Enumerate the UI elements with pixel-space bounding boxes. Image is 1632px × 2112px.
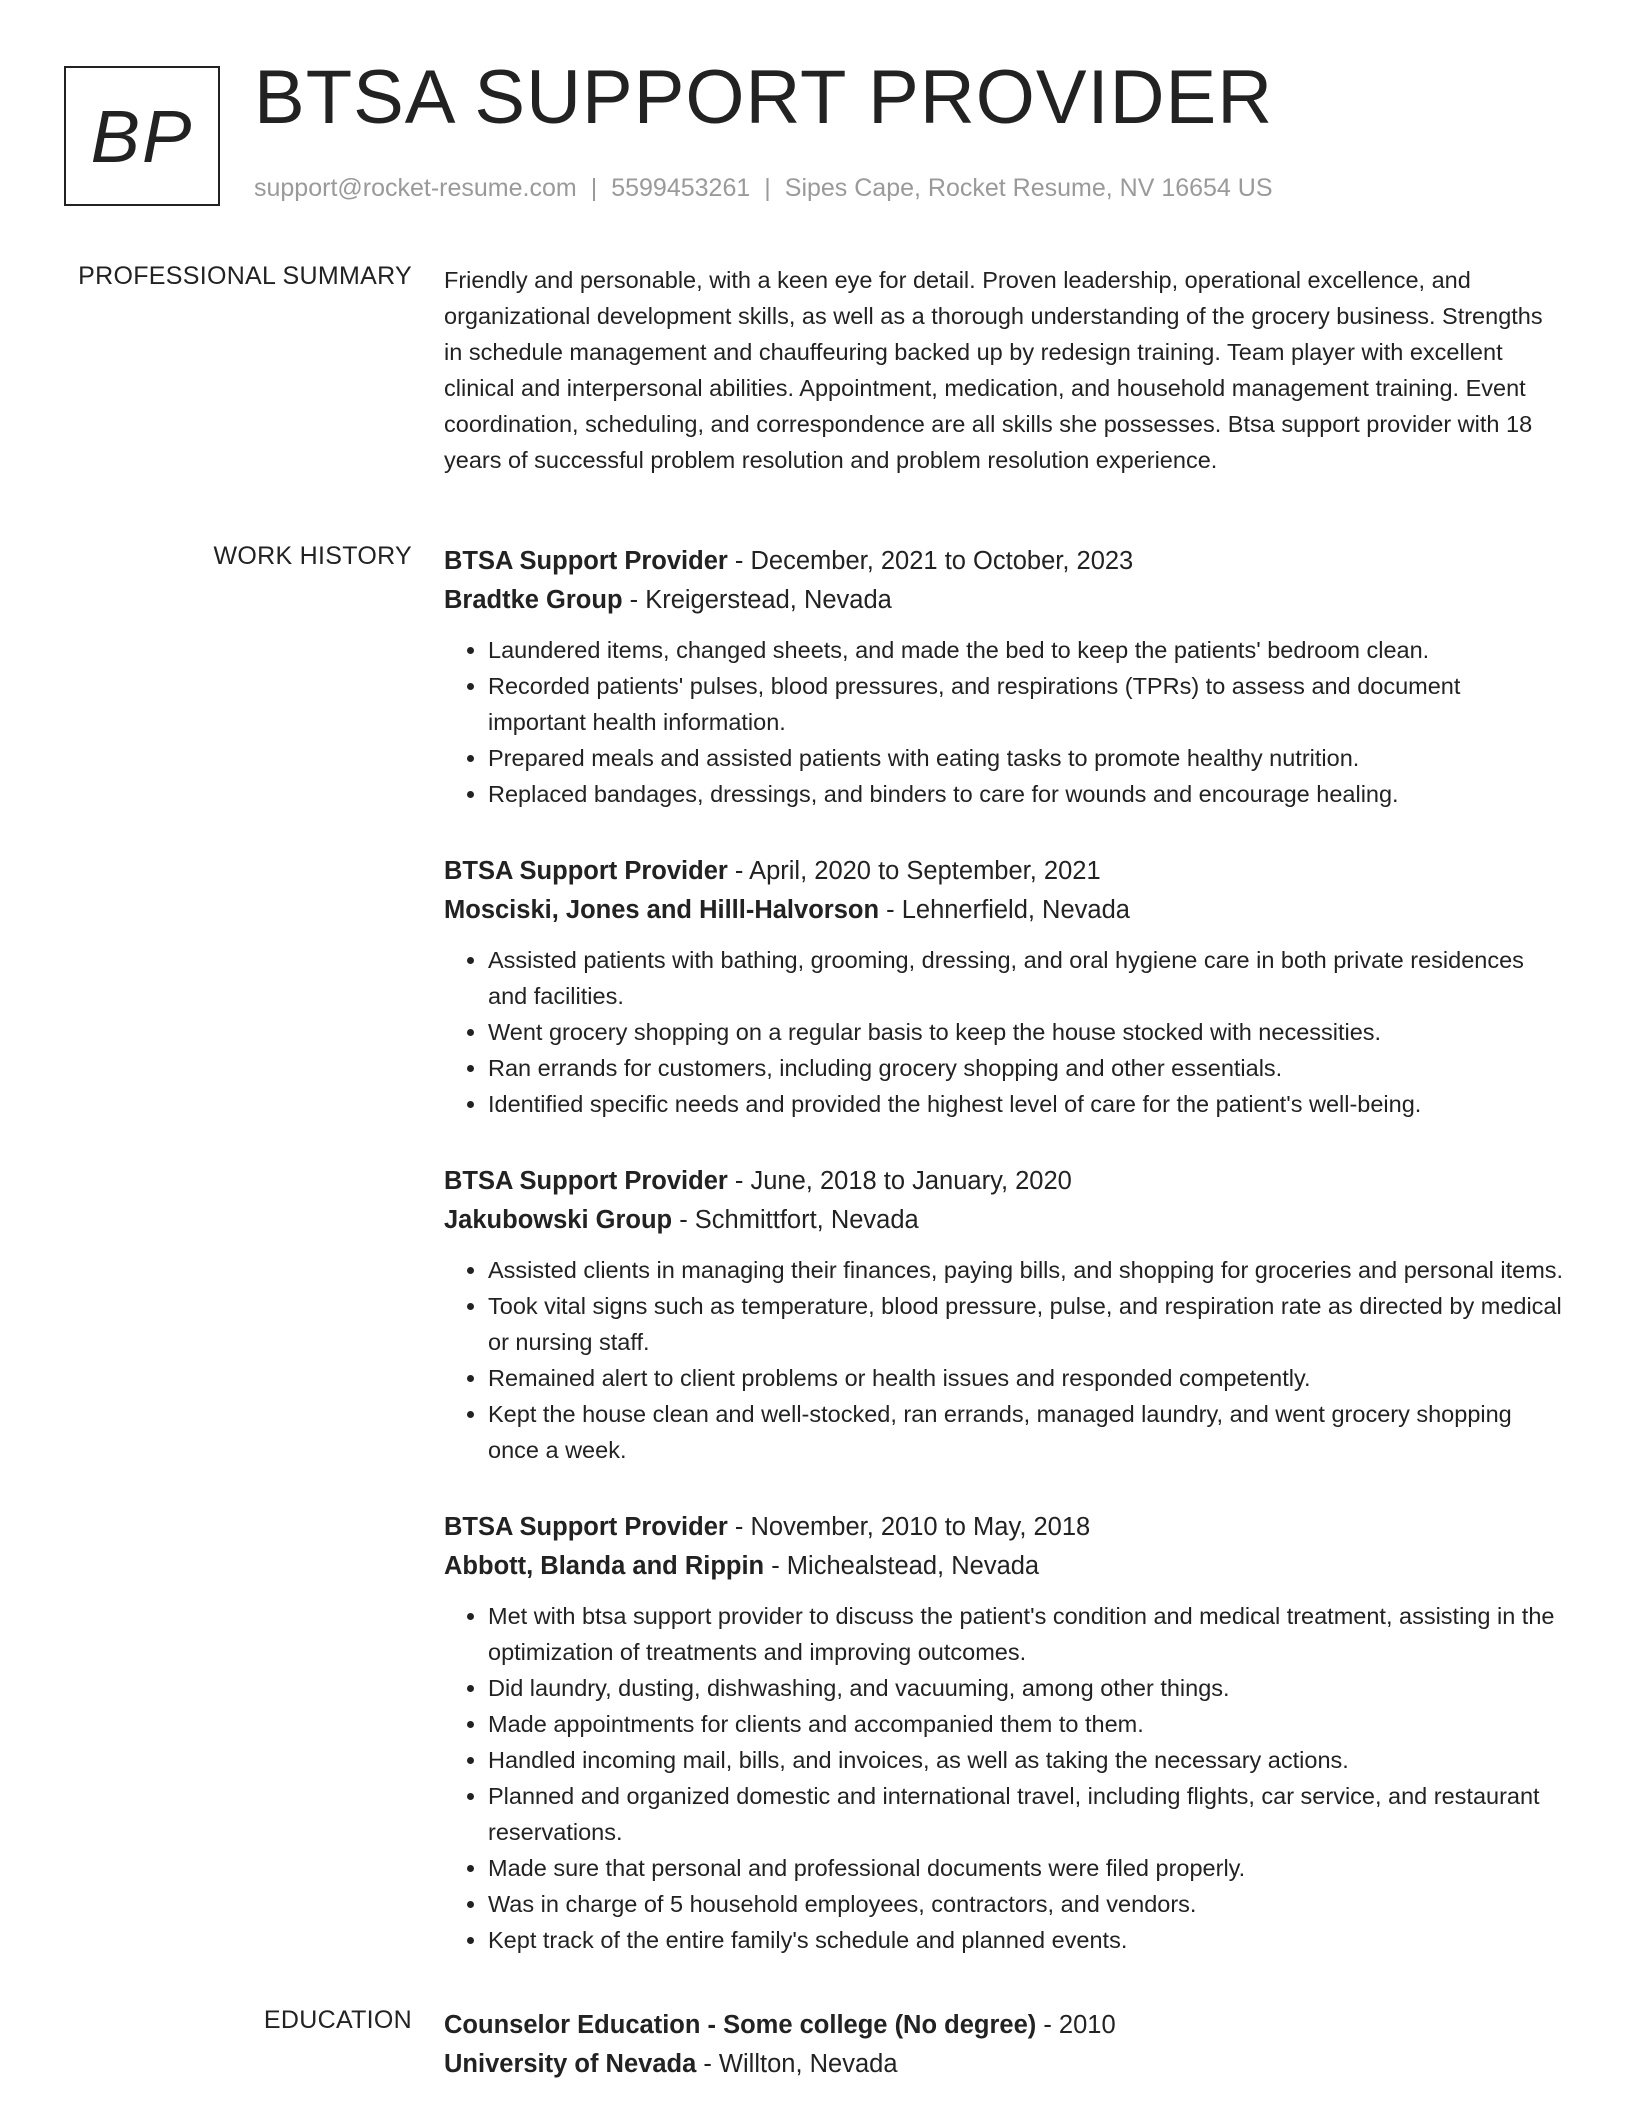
job-entry xyxy=(444,542,1564,812)
job-company-line xyxy=(444,581,1564,620)
job-bullet: • Took vital signs such as temperature, blood pressure, pulse, and respiration rate as directed by medical or nursing staff. xyxy=(488,1288,1564,1360)
job-bullet: • Was in charge of 5 household employees, contractors, and vendors. xyxy=(488,1886,1564,1922)
job-dates: - June, 2018 to January, 2020 xyxy=(727,1167,1072,1195)
monogram-box xyxy=(64,66,220,206)
job-bullet: • Handled incoming mail, bills, and invoices, as well as taking the necessary actions. xyxy=(488,1742,1564,1778)
education-year: - 2010 xyxy=(1036,2011,1116,2039)
job-title-line xyxy=(444,1508,1564,1547)
job-title: BTSA Support Provider xyxy=(444,1513,728,1541)
job-bullet: • Replaced bandages, dressings, and binders to care for wounds and encourage healing. xyxy=(488,776,1564,812)
job-bullet: • Assisted clients in managing their finances, paying bills, and shopping for groceries and personal items. xyxy=(488,1252,1564,1288)
education-degree: Counselor Education - Some college (No degree) xyxy=(444,2011,1037,2039)
job-bullet: • Met with btsa support provider to discuss the patient's condition and medical treatment, assisting in the optimization of treatments and improving outcomes. xyxy=(488,1598,1564,1670)
job-location: - Kreigerstead, Nevada xyxy=(622,586,892,614)
job-bullets xyxy=(444,632,1564,812)
job-company: Mosciski, Jones and Hilll-Halvorson xyxy=(444,896,880,924)
job-bullets xyxy=(444,942,1564,1122)
job-company-line xyxy=(444,1201,1564,1240)
job-bullet: • Prepared meals and assisted patients with eating tasks to promote healthy nutrition. xyxy=(488,740,1564,776)
job-entry xyxy=(444,852,1564,1122)
job-dates: - April, 2020 to September, 2021 xyxy=(727,857,1101,885)
contact-address: Sipes Cape, Rocket Resume, NV 16654 US xyxy=(784,174,1273,202)
job-dates: - November, 2010 to May, 2018 xyxy=(727,1513,1091,1541)
job-title-line xyxy=(444,542,1564,581)
job-bullet: • Recorded patients' pulses, blood pressures, and respirations (TPRs) to assess and document important health information. xyxy=(488,668,1564,740)
job-bullet: • Ran errands for customers, including grocery shopping and other essentials. xyxy=(488,1050,1564,1086)
section-label-education: EDUCATION xyxy=(263,2006,412,2034)
job-dates: - December, 2021 to October, 2023 xyxy=(727,547,1134,575)
job-title: BTSA Support Provider xyxy=(444,1167,728,1195)
candidate-name: BTSA SUPPORT PROVIDER xyxy=(254,55,1274,140)
contact-email: support@rocket-resume.com xyxy=(254,174,577,202)
job-title-line xyxy=(444,1162,1564,1201)
job-bullet: • Did laundry, dusting, dishwashing, and vacuuming, among other things. xyxy=(488,1670,1564,1706)
job-entry xyxy=(444,1508,1564,1958)
section-label-work-history: WORK HISTORY xyxy=(213,542,412,570)
job-title-line xyxy=(444,852,1564,891)
job-location: - Lehnerfield, Nevada xyxy=(879,896,1130,924)
contact-separator: | xyxy=(764,174,771,202)
job-title: BTSA Support Provider xyxy=(444,547,728,575)
job-bullet: • Assisted patients with bathing, grooming, dressing, and oral hygiene care in both private residences and facilities. xyxy=(488,942,1564,1014)
contact-phone: 5599453261 xyxy=(611,174,751,202)
job-company: Jakubowski Group xyxy=(444,1206,673,1234)
job-bullet: • Kept track of the entire family's schedule and planned events. xyxy=(488,1922,1564,1958)
job-company: Abbott, Blanda and Rippin xyxy=(444,1552,765,1580)
education-location: - Willton, Nevada xyxy=(696,2050,898,2078)
job-bullet: • Kept the house clean and well-stocked, ran errands, managed laundry, and went grocery shopping once a week. xyxy=(488,1396,1564,1468)
job-bullet: • Made sure that personal and professional documents were filed properly. xyxy=(488,1850,1564,1886)
job-bullet: • Went grocery shopping on a regular basis to keep the house stocked with necessities. xyxy=(488,1014,1564,1050)
job-company: Bradtke Group xyxy=(444,586,623,614)
job-bullet: • Identified specific needs and provided the highest level of care for the patient's well-being. xyxy=(488,1086,1564,1122)
education-school: University of Nevada xyxy=(444,2050,697,2078)
job-company-line xyxy=(444,891,1564,930)
education-school-line xyxy=(444,2045,1564,2084)
contact-line xyxy=(254,174,1273,203)
monogram-initials: BP xyxy=(90,94,194,178)
job-location: - Schmittfort, Nevada xyxy=(672,1206,919,1234)
job-title: BTSA Support Provider xyxy=(444,857,728,885)
job-bullet: • Made appointments for clients and accompanied them to them. xyxy=(488,1706,1564,1742)
contact-separator: | xyxy=(590,174,598,202)
job-bullet: • Remained alert to client problems or health issues and responded competently. xyxy=(488,1360,1564,1396)
job-bullets xyxy=(444,1598,1564,1958)
section-label-summary: PROFESSIONAL SUMMARY xyxy=(78,262,412,290)
job-bullet: • Laundered items, changed sheets, and made the bed to keep the patients' bedroom clean. xyxy=(488,632,1564,668)
summary-text: Friendly and personable, with a keen eye for detail. Proven leadership, operational excellence, and organizational development skills, as well as a thorough understanding of the grocery business. Strengths in schedule management and chauffeuring backed up by redesign training. Team player with excellent clinical and interpersonal abilities. Appointment, medication, and household management training. Event coordination, scheduling, and correspondence are all skills she possesses. Btsa support provider with 18 years of successful problem resolution and problem resolution experience. xyxy=(444,267,1543,473)
job-bullets xyxy=(444,1252,1564,1468)
job-entry xyxy=(444,1162,1564,1468)
education-degree-line xyxy=(444,2006,1564,2045)
job-location: - Michealstead, Nevada xyxy=(764,1552,1040,1580)
job-company-line xyxy=(444,1547,1564,1586)
job-bullet: • Planned and organized domestic and international travel, including flights, car service, and restaurant reservations. xyxy=(488,1778,1564,1850)
